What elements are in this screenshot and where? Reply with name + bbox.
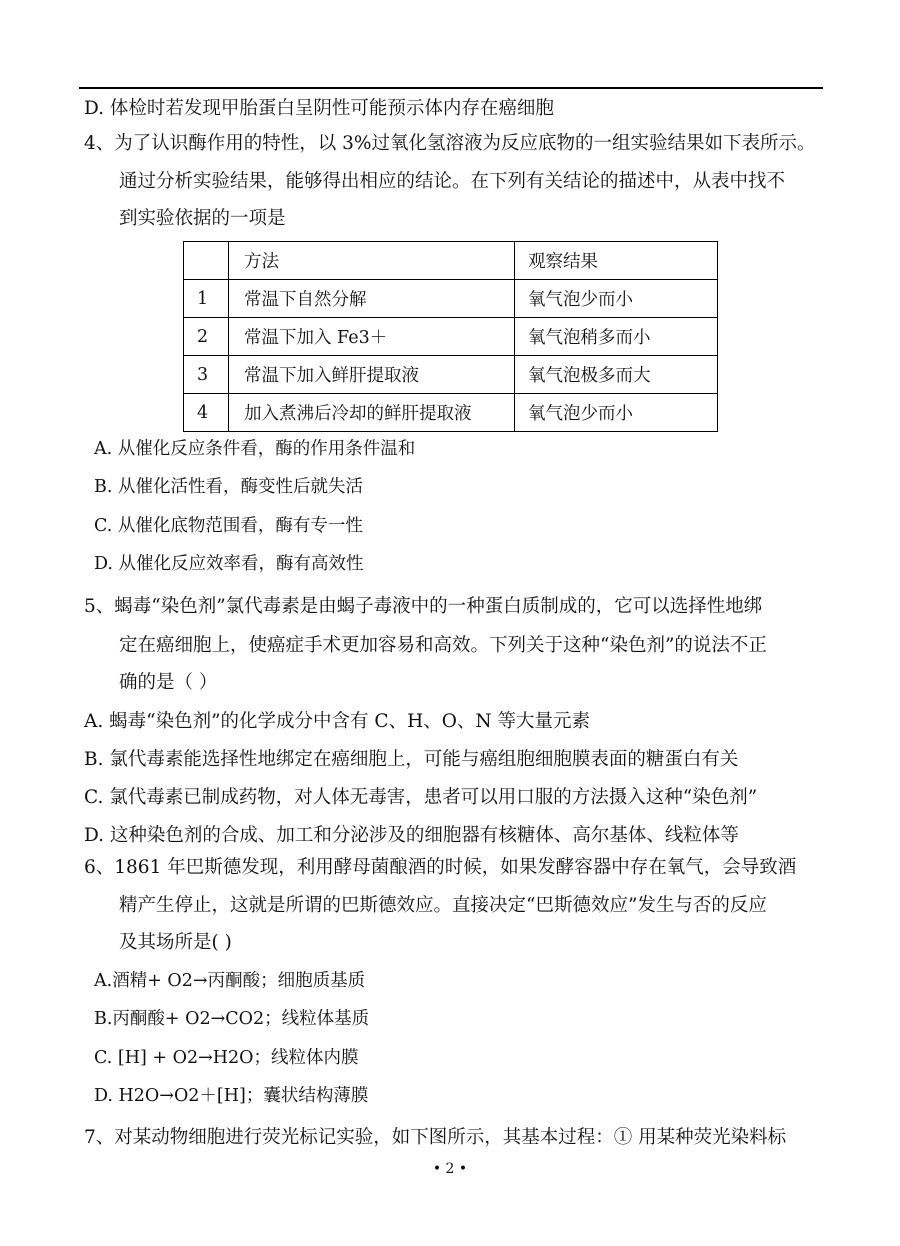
table-header-cell: 方法 [229,242,515,280]
table-cell: 常温下加入鲜肝提取液 [229,356,515,394]
q5-option-c: C. 氯代毒素已制成药物，对人体无毒害，患者可以用口服的方法摄入这种“染色剂” [84,787,758,808]
q7-stem-line-1: 7、对某动物细胞进行荧光标记实验，如下图所示，其基本过程：① 用某种荧光染料标 [84,1127,787,1148]
table-header-row [184,242,718,280]
q6-stem-line-3: 及其场所是( ) [119,932,232,953]
q6-stem-line-2: 精产生停止，这就是所谓的巴斯德效应。直接决定“巴斯德效应”发生与否的反应 [119,895,767,916]
q4-option-b: B. 从催化活性看，酶变性后就失活 [94,477,363,497]
q5-option-a: A. 蝎毒“染色剂”的化学成分中含有 C、H、O、N 等大量元素 [84,711,590,732]
q5-option-b: B. 氯代毒素能选择性地绑定在癌细胞上，可能与癌组胞细胞膜表面的糖蛋白有关 [84,749,739,770]
table-cell: 4 [184,394,229,432]
table-header-cell: 观察结果 [515,242,718,280]
table-cell: 1 [184,280,229,318]
header-rule [79,87,823,89]
page-number: • 2 • [432,1161,468,1177]
table-cell: 氧气泡稍多而小 [515,318,718,356]
q5-stem-line-3: 确的是（ ） [119,672,218,693]
table-row [184,280,718,318]
q6-option-a: A.酒精+ O2→丙酮酸；细胞质基质 [94,971,366,991]
table-row [184,318,718,356]
table-cell: 加入煮沸后冷却的鲜肝提取液 [229,394,515,432]
q5-stem-line-2: 定在癌细胞上，使癌症手术更加容易和高效。下列关于这种“染色剂”的说法不正 [119,635,767,656]
table-header-cell [184,242,229,280]
q6-option-b: B.丙酮酸+ O2→CO2；线粒体基质 [94,1009,370,1029]
table-cell: 3 [184,356,229,394]
q4-stem-line-3: 到实验依据的一项是 [119,208,286,229]
experiment-table [183,241,718,432]
table-row [184,356,718,394]
table-cell: 常温下加入 Fe3＋ [229,318,515,356]
table-cell: 氧气泡极多而大 [515,356,718,394]
q4-option-d: D. 从催化反应效率看，酶有高效性 [94,554,364,574]
table-row [184,394,718,432]
q3-option-d: D. 体检时若发现甲胎蛋白呈阴性可能预示体内存在癌细胞 [84,98,554,119]
q6-option-d: D. H2O→O2＋[H]；囊状结构薄膜 [94,1086,369,1106]
table-cell: 2 [184,318,229,356]
q6-option-c: C. [H] + O2→H2O；线粒体内膜 [94,1048,359,1068]
q5-option-d: D. 这种染色剂的合成、加工和分泌涉及的细胞器有核糖体、高尔基体、线粒体等 [84,825,739,846]
table-cell: 氧气泡少而小 [515,394,718,432]
q4-stem-line-2: 通过分析实验结果，能够得出相应的结论。在下列有关结论的描述中，从表中找不 [119,171,786,192]
q6-stem-line-1: 6、1861 年巴斯德发现，利用酵母菌酿酒的时候，如果发酵容器中存在氧气，会导致酒 [84,857,797,878]
q4-stem-line-1: 4、为了认识酶作用的特性，以 3%过氧化氢溶液为反应底物的一组实验结果如下表所示。 [84,133,816,154]
q4-option-c: C. 从催化底物范围看，酶有专一性 [94,516,363,536]
q5-stem-line-1: 5、蝎毒“染色剂”氯代毒素是由蝎子毒液中的一种蛋白质制成的，它可以选择性地绑 [84,596,763,617]
table-cell: 常温下自然分解 [229,280,515,318]
table-cell: 氧气泡少而小 [515,280,718,318]
q4-option-a: A. 从催化反应条件看，酶的作用条件温和 [94,439,416,459]
